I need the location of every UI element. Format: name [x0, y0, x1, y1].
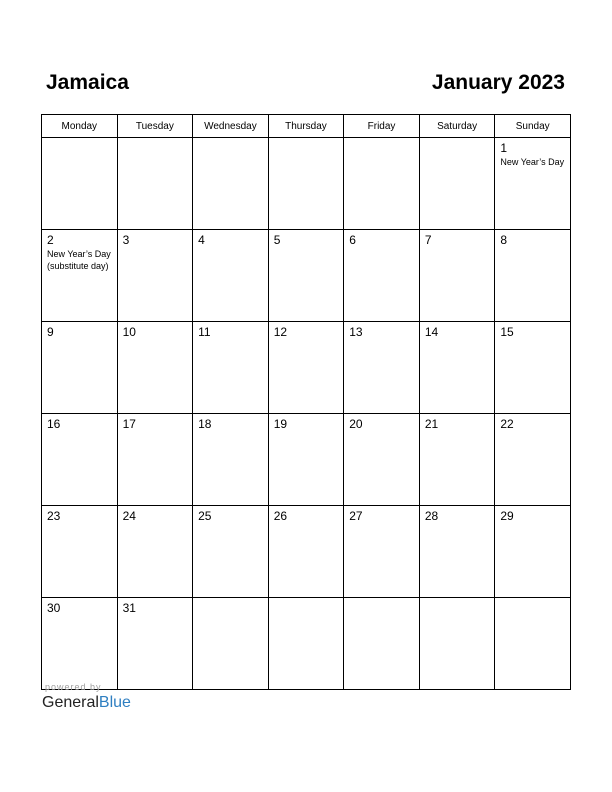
day-number: 1	[500, 141, 508, 155]
day-cell	[344, 138, 420, 230]
day-number: 18	[198, 417, 212, 431]
day-cell	[268, 506, 344, 598]
day-cell	[193, 230, 269, 322]
week-row	[42, 506, 571, 598]
week-row	[42, 322, 571, 414]
day-number: 20	[349, 417, 363, 431]
day-cell	[117, 230, 193, 322]
day-number: 9	[47, 325, 54, 339]
brand-name-part1: General	[42, 694, 99, 711]
day-cell	[495, 230, 571, 322]
day-cell	[42, 322, 118, 414]
weekday-header: Sunday	[495, 115, 571, 138]
day-cell	[193, 138, 269, 230]
day-cell	[495, 138, 571, 230]
day-number: 15	[500, 325, 514, 339]
day-cell	[193, 414, 269, 506]
day-number: 12	[273, 325, 288, 339]
brand-logo	[42, 694, 131, 712]
day-cell	[193, 322, 269, 414]
day-cell	[268, 138, 344, 230]
day-number: 14	[424, 325, 439, 339]
weekday-header-row	[42, 115, 571, 138]
weekday-header: Monday	[42, 115, 118, 138]
day-cell	[419, 506, 495, 598]
day-cell	[42, 230, 118, 322]
day-cell	[495, 598, 571, 690]
weekday-header: Saturday	[419, 115, 495, 138]
day-number: 5	[273, 233, 281, 247]
day-number: 13	[349, 325, 363, 339]
weekday-header: Thursday	[268, 115, 344, 138]
weekday-header: Friday	[344, 115, 420, 138]
day-cell	[117, 138, 193, 230]
day-cell	[193, 598, 269, 690]
day-cell	[42, 138, 118, 230]
day-number: 10	[122, 325, 136, 339]
day-cell	[42, 414, 118, 506]
day-cell	[419, 322, 495, 414]
day-cell	[268, 598, 344, 690]
day-cell	[344, 230, 420, 322]
day-number: 17	[122, 417, 136, 431]
day-cell	[344, 322, 420, 414]
day-cell	[344, 598, 420, 690]
day-number: 7	[424, 233, 432, 247]
day-cell	[344, 506, 420, 598]
powered-by-text: powered by	[45, 682, 102, 692]
day-cell	[419, 414, 495, 506]
day-number: 19	[273, 417, 288, 431]
day-number: 23	[47, 509, 61, 523]
brand-name-part2: Blue	[98, 694, 131, 711]
week-row	[42, 414, 571, 506]
day-cell	[344, 414, 420, 506]
day-number: 8	[500, 233, 508, 247]
day-cell	[495, 322, 571, 414]
weekday-header: Wednesday	[193, 115, 269, 138]
day-cell	[495, 506, 571, 598]
day-cell	[193, 506, 269, 598]
day-number: 27	[349, 509, 363, 523]
day-cell	[117, 322, 193, 414]
day-number: 3	[122, 233, 130, 247]
day-cell	[42, 598, 118, 690]
week-row	[42, 598, 571, 690]
day-number: 28	[424, 509, 439, 523]
day-cell	[117, 414, 193, 506]
day-cell	[268, 414, 344, 506]
day-number: 4	[198, 233, 205, 247]
calendar-grid	[41, 114, 571, 690]
country-title: Jamaica	[46, 71, 129, 94]
day-cell	[419, 598, 495, 690]
day-number: 25	[198, 509, 212, 523]
weekday-header: Tuesday	[117, 115, 193, 138]
day-number: 26	[273, 509, 288, 523]
day-number: 29	[500, 509, 514, 523]
calendar-body	[42, 138, 571, 690]
day-cell	[419, 230, 495, 322]
week-row	[42, 230, 571, 322]
day-cell	[268, 230, 344, 322]
month-year-title: January 2023	[431, 71, 565, 94]
day-number: 16	[47, 417, 61, 431]
week-row	[42, 138, 571, 230]
day-number: 11	[198, 325, 211, 339]
day-number: 6	[349, 233, 356, 247]
day-cell	[117, 506, 193, 598]
holiday-label: New Year’s Day	[500, 157, 565, 167]
holiday-label: New Year’s Day (substitute day)	[47, 249, 111, 271]
day-number: 30	[47, 601, 61, 615]
day-number: 2	[47, 233, 54, 247]
day-cell	[42, 506, 118, 598]
day-cell	[268, 322, 344, 414]
day-number: 21	[424, 417, 439, 431]
day-cell	[419, 138, 495, 230]
day-number: 31	[122, 601, 136, 615]
day-cell	[117, 598, 193, 690]
day-number: 22	[500, 417, 514, 431]
day-number: 24	[122, 509, 136, 523]
day-cell	[495, 414, 571, 506]
